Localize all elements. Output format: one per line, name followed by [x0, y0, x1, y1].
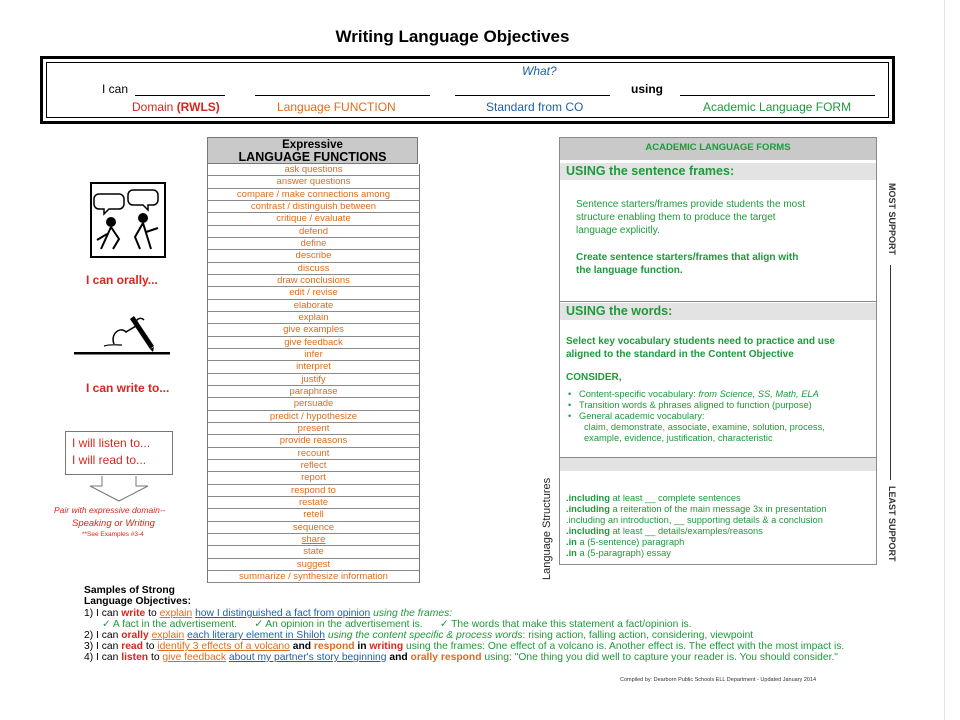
- s3-t6: in: [354, 641, 370, 652]
- functions-header-line1: Expressive: [282, 139, 343, 151]
- s4-function: give feedback: [162, 652, 226, 663]
- structure-1: [566, 493, 826, 504]
- gap-2: [423, 619, 440, 630]
- s4-domain: listen: [121, 652, 149, 663]
- speaking-people-icon: [90, 182, 166, 258]
- s4-standard: about my partner's story beginning: [228, 652, 387, 663]
- frames-p2-line2: the language function.: [576, 265, 683, 276]
- consider-label: CONSIDER,: [566, 372, 622, 383]
- s4-rest: at least __ details/examples/reasons: [609, 526, 763, 536]
- function-item: critique / evaluate: [208, 213, 419, 225]
- s3-domain: read: [121, 641, 143, 652]
- s2-t0: 2) I can: [84, 630, 122, 641]
- frame-1: A fact in the advertisement.: [110, 619, 238, 630]
- s3-t0: 3) I can: [84, 641, 122, 652]
- using-label: using: [631, 82, 663, 96]
- s4-t0: 4) I can: [84, 652, 122, 663]
- consider-3-line3: example, evidence, justification, characteristic: [584, 433, 773, 443]
- check-3: ✓: [439, 619, 449, 630]
- academic-language-forms-box: [559, 137, 877, 565]
- form-blank: [680, 95, 875, 96]
- function-item: elaborate: [208, 300, 419, 312]
- functions-header: [207, 137, 418, 164]
- s3-writing: writing: [369, 641, 404, 652]
- words-title: USING the words:: [560, 303, 876, 320]
- structure-2: [566, 504, 826, 515]
- s3-frames: using the frames: One effect of a volcano is. Another effect is. The effect with the most impact is.: [403, 641, 845, 652]
- consider-item-2: [568, 400, 825, 411]
- what-label: What?: [522, 64, 557, 78]
- domain-caption-text: Domain: [132, 100, 177, 114]
- consider-1-a: Content-specific vocabulary:: [579, 389, 699, 399]
- sample-3: [84, 641, 844, 652]
- function-item: retell: [208, 509, 419, 521]
- structure-5: [566, 537, 826, 548]
- page-edge-rule: [944, 0, 945, 720]
- s6-rest: a (5-paragraph) essay: [576, 548, 671, 558]
- s3-function: identify 3 effects of a volcano: [157, 641, 290, 652]
- structure-3: .including an introduction, __ supporting details & a conclusion: [566, 515, 823, 525]
- function-item: describe: [208, 250, 419, 262]
- sample-2: [84, 630, 753, 641]
- support-scale-line: [890, 265, 891, 480]
- function-item: edit / revise: [208, 287, 419, 299]
- speaking-writing-note: Speaking or Writing: [72, 518, 155, 529]
- listen-label: I will listen to...: [72, 436, 151, 450]
- function-item: give examples: [208, 324, 419, 336]
- frames-p1-line2: structure enabling them to produce the target: [576, 212, 776, 223]
- frames-p1-line1: Sentence starters/frames provide students the most: [576, 199, 805, 210]
- s5-rest: a (5-sentence) paragraph: [576, 537, 685, 547]
- functions-list: [207, 164, 420, 583]
- domain-caption-bold: (RWLS): [176, 100, 220, 114]
- function-item: predict / hypothesize: [208, 411, 419, 423]
- bullet-2: •: [568, 400, 580, 410]
- function-item: report: [208, 472, 419, 484]
- function-item: respond to: [208, 485, 419, 497]
- consider-3-line2: claim, demonstrate, associate, examine, solution, process,: [584, 422, 825, 432]
- standard-caption: Standard from CO: [486, 100, 584, 114]
- function-item: ask questions: [208, 164, 419, 176]
- function-item: recount: [208, 448, 419, 460]
- alf-header: ACADEMIC LANGUAGE FORMS: [560, 138, 876, 160]
- words-p1-line1: Select key vocabulary students need to practice and use: [566, 336, 835, 347]
- function-item: draw conclusions: [208, 275, 419, 287]
- function-item: summarize / synthesize information: [208, 571, 419, 583]
- frames-p2-line1: Create sentence starters/frames that align with: [576, 252, 799, 263]
- s2-bold: .including: [566, 504, 610, 514]
- frame-3: The words that make this statement a fact/opinion is.: [448, 619, 692, 630]
- bullet-3: •: [568, 411, 580, 421]
- s2-function: explain: [151, 630, 185, 641]
- structures-list: [566, 493, 826, 559]
- s4-bold: .including: [566, 526, 610, 536]
- function-item: state: [208, 546, 419, 558]
- language-structures-label: Language Structures: [541, 477, 553, 580]
- s1-t2: to: [145, 608, 160, 619]
- consider-2: Transition words & phrases aligned to function (purpose): [579, 400, 812, 410]
- sample-1: [84, 608, 452, 619]
- consider-1-b: from Science, SS, Math, ELA: [698, 389, 819, 399]
- i-can-label: I can: [102, 82, 129, 96]
- s4-t6: and: [386, 652, 411, 663]
- s5-bold: .in: [566, 537, 577, 547]
- frames-paragraph: [576, 198, 805, 237]
- receptive-box: [65, 431, 173, 475]
- frames-instruction: [576, 251, 798, 277]
- check-1: ✓: [102, 619, 111, 630]
- s1-domain: write: [121, 608, 146, 619]
- function-item: share: [208, 534, 419, 546]
- structure-6: [566, 548, 826, 559]
- most-support-label: MOST SUPPORT: [887, 183, 897, 256]
- function-caption: Language FUNCTION: [277, 100, 396, 114]
- function-item: infer: [208, 349, 419, 361]
- function-item: explain: [208, 312, 419, 324]
- footer-credit: Compiled by: Dearborn Public Schools ELL Department - Updated January 2014: [620, 677, 817, 683]
- consider-item-1: [568, 389, 825, 400]
- read-label: I will read to...: [72, 453, 147, 467]
- s4-respond: orally respond: [410, 652, 482, 663]
- consider-list: [568, 389, 825, 444]
- s2-rest: a reiteration of the main message 3x in presentation: [609, 504, 827, 514]
- frame-2: An opinion in the advertisement is.: [262, 619, 423, 630]
- pair-note: Pair with expressive domain--: [54, 505, 166, 515]
- samples-title-l2: Language Objectives:: [84, 596, 192, 607]
- domain-caption: [132, 100, 220, 114]
- function-item: give feedback: [208, 337, 419, 349]
- s1-rest: at least __ complete sentences: [609, 493, 741, 503]
- function-item: defend: [208, 226, 419, 238]
- alf-divider: [560, 301, 876, 302]
- s2-form: using the content specific & process words: [327, 630, 523, 641]
- s1-function: explain: [159, 608, 193, 619]
- samples-title-l1: Samples of Strong: [84, 585, 175, 596]
- structures-band: [560, 458, 876, 471]
- s1-form: using the frames:: [373, 608, 453, 619]
- page-title: Writing Language Objectives: [335, 27, 570, 46]
- frames-p1-line3: language explicitly.: [576, 225, 660, 236]
- function-item: answer questions: [208, 176, 419, 188]
- s2-standard: each literary element in Shiloh: [187, 630, 326, 641]
- consider-item-3: [568, 411, 825, 422]
- writing-hand-icon: [74, 308, 170, 358]
- function-item: paraphrase: [208, 386, 419, 398]
- s1-t0: 1) I can: [84, 608, 122, 619]
- gap-1: [237, 619, 254, 630]
- words-paragraph: [566, 335, 835, 361]
- s6-bold: .in: [566, 548, 577, 558]
- function-blank: [255, 95, 430, 96]
- check-2: ✓: [254, 619, 263, 630]
- s1-bold: .including: [566, 493, 610, 503]
- function-item: compare / make connections among: [208, 189, 419, 201]
- function-item: present: [208, 423, 419, 435]
- function-item: justify: [208, 374, 419, 386]
- bullet-1: •: [568, 389, 580, 399]
- orally-label: I can orally...: [86, 273, 158, 287]
- sample-4: [84, 652, 838, 663]
- frames-title: USING the sentence frames:: [560, 163, 876, 180]
- function-item: suggest: [208, 559, 419, 571]
- function-item: discuss: [208, 263, 419, 275]
- structure-4: [566, 526, 826, 537]
- least-support-label: LEAST SUPPORT: [887, 486, 897, 562]
- functions-header-line2: LANGUAGE FUNCTIONS: [238, 150, 387, 164]
- s1-standard: how I distinguished a fact from opinion: [195, 608, 371, 619]
- function-item: define: [208, 238, 419, 250]
- consider-3: General academic vocabulary:: [579, 411, 705, 421]
- function-item: provide reasons: [208, 435, 419, 447]
- function-item: sequence: [208, 522, 419, 534]
- function-item: interpret: [208, 361, 419, 373]
- s4-t2: to: [148, 652, 163, 663]
- down-arrow-icon: [88, 476, 150, 502]
- function-item: contrast / distinguish between: [208, 201, 419, 213]
- form-caption: Academic Language FORM: [703, 100, 852, 114]
- function-item: reflect: [208, 460, 419, 472]
- write-label: I can write to...: [86, 381, 170, 395]
- s2-words: : rising action, falling action, considering, viewpoint: [522, 630, 754, 641]
- s3-respond: respond: [313, 641, 355, 652]
- standard-blank: [455, 95, 610, 96]
- see-examples-note: **See Examples #3-4: [82, 531, 144, 538]
- s2-domain: orally: [121, 630, 149, 641]
- s3-t4: and: [289, 641, 314, 652]
- samples-title: [84, 585, 191, 607]
- sample-1-frames: [102, 619, 692, 630]
- words-p1-line2: aligned to the standard in the Content Objective: [566, 349, 794, 360]
- function-item: restate: [208, 497, 419, 509]
- function-item: persuade: [208, 398, 419, 410]
- s4-frame: using: "One thing you did well to capture your reader is. You should consider.": [481, 652, 838, 663]
- domain-blank: [135, 95, 225, 96]
- s3-t2: to: [142, 641, 158, 652]
